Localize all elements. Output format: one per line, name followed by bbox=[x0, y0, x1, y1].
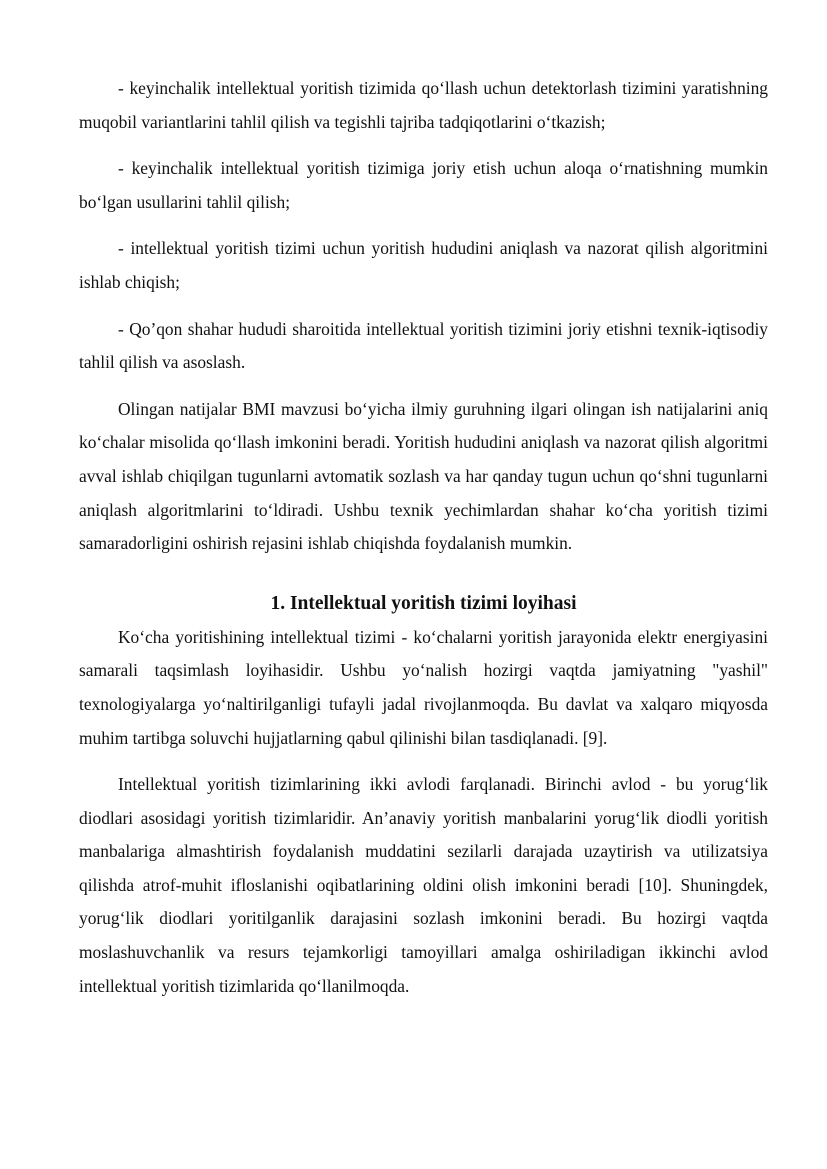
list-item-control-algorithm: - intellektual yoritish tizimi uchun yoritish hududini aniqlash va nazorat qilish algoritmini ishlab chiqish; bbox=[79, 238, 768, 292]
list-item-feasibility-analysis: - Qo’qon shahar hududi sharoitida intellektual yoritish tizimini joriy etishni texnik-iqtisodiy tahlil qilish va asoslash. bbox=[79, 318, 768, 373]
body-paragraph-street-lighting: Ko‘cha yoritishining intellektual tizimi - ko‘chalarni yoritish jarayonida elektr energiyasini samarali taqsimlash loyihasidir. Ushbu yo‘nalish hozirgi vaqtda jamiyatning "yashil" texnologiyalarga yo‘naltirilganligi tufayli jadal rivojlanmoqda. Bu davlat va xalqaro miqyosda muhim tartibga soluvchi hujjatlarning qabul qilinishi bilan tasdiqlanadi. [9]. bbox=[79, 626, 768, 748]
list-item-detection-systems: - keyinchalik intellektual yoritish tizimida qo‘llash uchun detektorlash tizimini yaratishning muqobil variantlarini tahlil qilish va tegishli tajriba tadqiqotlarini o‘tkazish; bbox=[79, 78, 768, 132]
document-page bbox=[79, 72, 768, 1016]
results-paragraph: Olingan natijalar BMI mavzusi bo‘yicha ilmiy guruhning ilgari olingan ish natijalarini aniq ko‘chalar misolida qo‘llash imkonini beradi. Yoritish hududini aniqlash va nazorat qilish algoritmi avval ishlab chiqilgan tugunlarni avtomatik sozlash va har qanday tugun uchun qo‘shni tugunlarni aniqlash algoritmlarini to‘ldiradi. Ushbu texnik yechimlardan shahar ko‘cha yoritish tizimi samaradorligini oshirish rejasini ishlab chiqishda foydalanish mumkin. bbox=[79, 398, 768, 554]
list-item-communication-methods: - keyinchalik intellektual yoritish tizimiga joriy etish uchun aloqa o‘rnatishning mumkin bo‘lgan usullarini tahlil qilish; bbox=[79, 158, 768, 212]
section-heading: 1. Intellektual yoritish tizimi loyihasi bbox=[270, 592, 577, 614]
body-paragraph-generations: Intellektual yoritish tizimlarining ikki avlodi farqlanadi. Birinchi avlod - bu yorug‘lik diodlari asosidagi yoritish tizimlaridir. An’anaviy yoritish manbalarini yorug‘lik diodli yoritish manbalariga almashtirish foydalanish muddatini sezilarli darajada uzaytirish va utilizatsiya qilishda atrof-muhit ifloslanishi oqibatlarining oldini olish imkonini beradi [10]. Shuningdek, yorug‘lik diodlari yoritilganlik darajasini sozlash imkonini beradi. Bu hozirgi vaqtda moslashuvchanlik va resurs tejamkorligi tamoyillari amalga oshiriladigan ikkinchi avlod intellektual yoritish tizimlarida qo‘llanilmoqda. bbox=[79, 774, 768, 996]
